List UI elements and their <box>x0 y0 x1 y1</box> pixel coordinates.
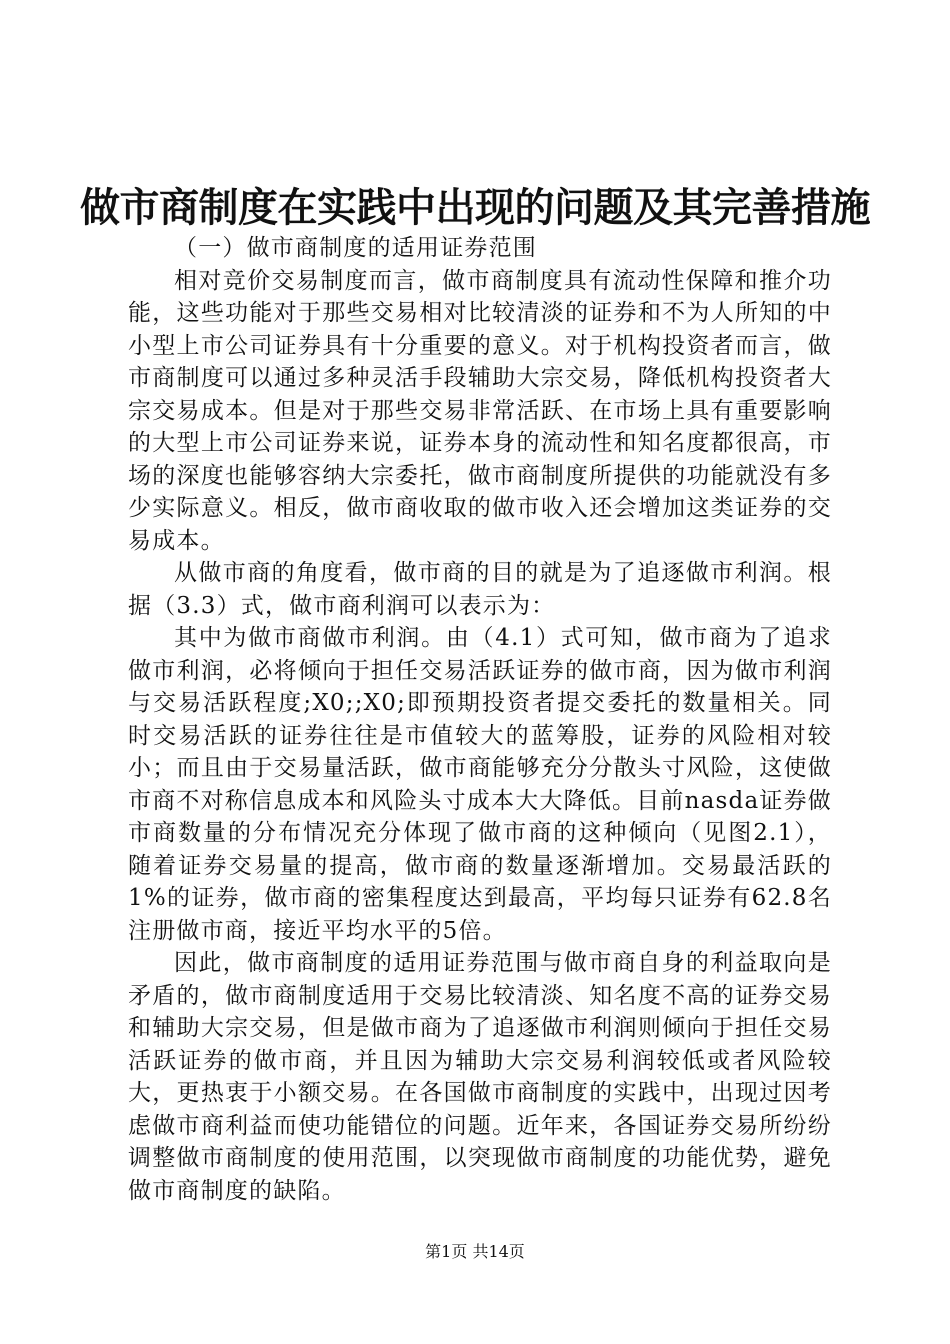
document-body <box>128 232 832 1207</box>
paragraph: 相对竞价交易制度而言，做市商制度具有流动性保障和推介功能，这些功能对于那些交易相对比较清淡的证券和不为人所知的中小型上市公司证券具有十分重要的意义。对于机构投资者而言，做市商制度可以通过多种灵活手段辅助大宗交易，降低机构投资者大宗交易成本。但是对于那些交易非常活跃、在市场上具有重要影响的大型上市公司证券来说，证券本身的流动性和知名度都很高，市场的深度也能够容纳大宗委托，做市商制度所提供的功能就没有多少实际意义。相反，做市商收取的做市收入还会增加这类证券的交易成本。 <box>128 267 832 554</box>
paragraph: 因此，做市商制度的适用证券范围与做市商自身的利益取向是矛盾的，做市商制度适用于交易比较清淡、知名度不高的证券交易和辅助大宗交易，但是做市商为了追逐做市利润则倾向于担任交易活跃证券的做市商，并且因为辅助大宗交易利润较低或者风险较大，更热衷于小额交易。在各国做市商制度的实践中，出现过因考虑做市商利益而使功能错位的问题。近年来，各国证券交易所纷纷调整做市商制度的使用范围，以突现做市商制度的功能优势，避免做市商制度的缺陷。 <box>128 950 832 1204</box>
page-footer: 第1页 共14页 <box>425 1242 525 1261</box>
document-title: 做市商制度在实践中出现的问题及其完善措施 <box>80 184 870 231</box>
section-heading: （一）做市商制度的适用证券范围 <box>174 235 537 261</box>
paragraph: 其中为做市商做市利润。由（4.1）式可知，做市商为了追求做市利润，必将倾向于担任交易活跃证券的做市商，因为做市利润与交易活跃程度;X0;;X0;即预期投资者提交委托的数量相关。同时交易活跃的证券往往是市值较大的蓝筹股，证券的风险相对较小；而且由于交易量活跃，做市商能够充分分散头寸风险，这使做市商不对称信息成本和风险头寸成本大大降低。目前nasda证券做市商数量的分布情况充分体现了做市商的这种倾向（见图2.1），随着证券交易量的提高，做市商的数量逐渐增加。交易最活跃的1%的证券，做市商的密集程度达到最高，平均每只证券有62.8名注册做市商，接近平均水平的5倍。 <box>128 625 832 944</box>
paragraph: 从做市商的角度看，做市商的目的就是为了追逐做市利润。根据（3.3）式，做市商利润可以表示为： <box>128 560 832 619</box>
